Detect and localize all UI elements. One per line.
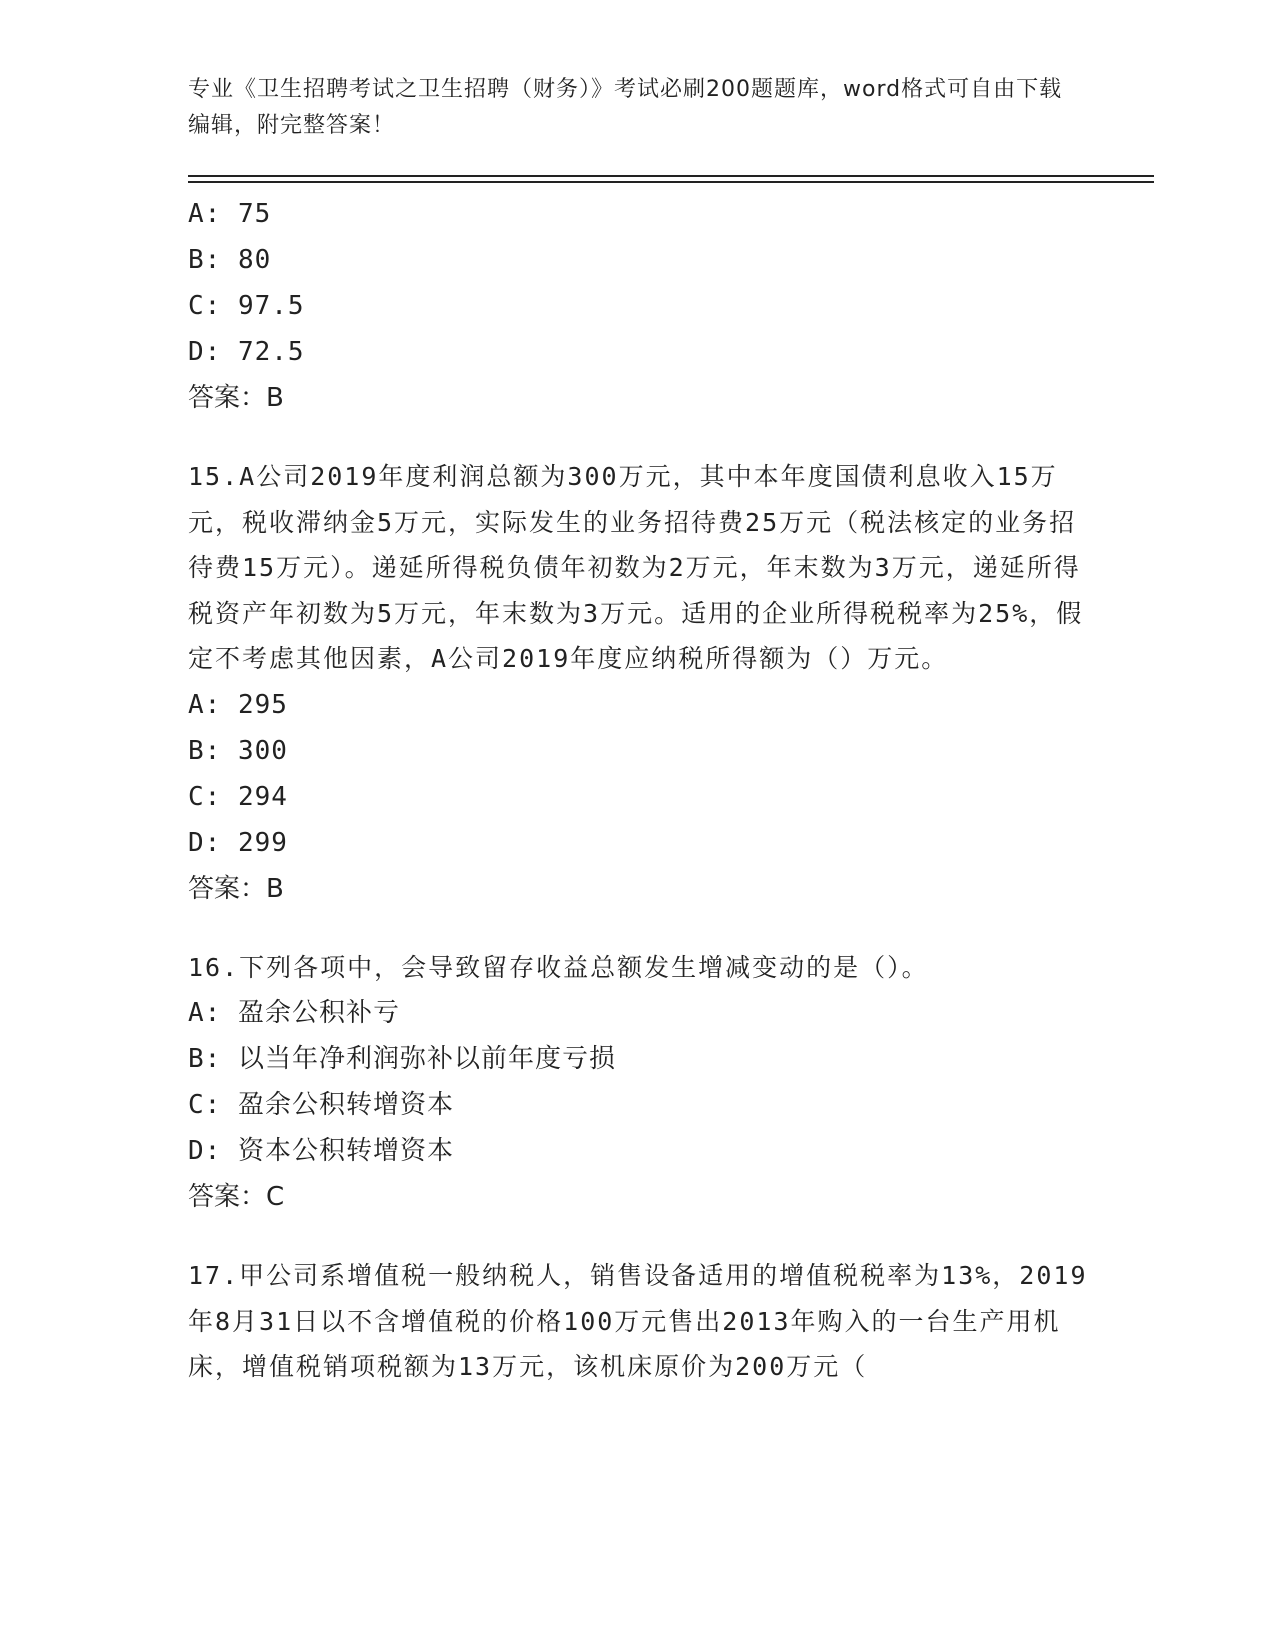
header-divider-bottom xyxy=(188,181,1154,183)
document-header-title: 专业《卫生招聘考试之卫生招聘（财务）》考试必刷200题题库，word格式可自由下载编辑，附完整答案！ xyxy=(188,77,1063,138)
question-text: 17.甲公司系增值税一般纳税人，销售设备适用的增值税税率为13%，2019年8月31日以不含增值税的价格100万元售出2013年购入的一台生产用机床，增值税销项税额为13万元，该机床原价为200万元（ xyxy=(188,1261,1088,1381)
option-b: B: 300 xyxy=(188,735,288,766)
answer-line: 答案：C xyxy=(188,1182,285,1212)
answer-line: 答案：B xyxy=(188,873,284,904)
question-text: 15.A公司2019年度利润总额为300万元，其中本年度国债利息收入15万元，税收滞纳金5万元，实际发生的业务招待费25万元（税法核定的业务招待费15万元）。递延所得税负债年初数为2万元，年末数为3万元，递延所得税资产年初数为5万元，年末数为3万元。适用的企业所得税税率为25%，假定不考虑其他因素，A公司2019年度应纳税所得额为（）万元。 xyxy=(188,462,1084,673)
option-a: A: 75 xyxy=(188,199,272,229)
option-b: B: 80 xyxy=(188,245,272,275)
option-b: B: 以当年净利润弥补以前年度亏损 xyxy=(188,1044,616,1074)
question-block-15 xyxy=(188,454,1088,912)
option-c: C: 盈余公积转增资本 xyxy=(188,1090,454,1120)
option-c: C: 294 xyxy=(188,781,288,812)
question-text: 16.下列各项中，会导致留存收益总额发生增减变动的是（）。 xyxy=(188,952,929,982)
option-c: C: 97.5 xyxy=(188,291,305,321)
question-block-17 xyxy=(188,1253,1088,1390)
question-block-16 xyxy=(188,945,1088,1221)
question-list xyxy=(188,191,1088,1390)
header-divider-top xyxy=(188,175,1154,177)
option-a: A: 盈余公积补亏 xyxy=(188,998,400,1028)
option-d: D: 资本公积转增资本 xyxy=(188,1136,454,1166)
option-d: D: 72.5 xyxy=(188,337,305,367)
option-d: D: 299 xyxy=(188,827,288,858)
option-a: A: 295 xyxy=(188,689,288,720)
question-block-14 xyxy=(188,191,1088,421)
answer-line: 答案：B xyxy=(188,383,284,413)
